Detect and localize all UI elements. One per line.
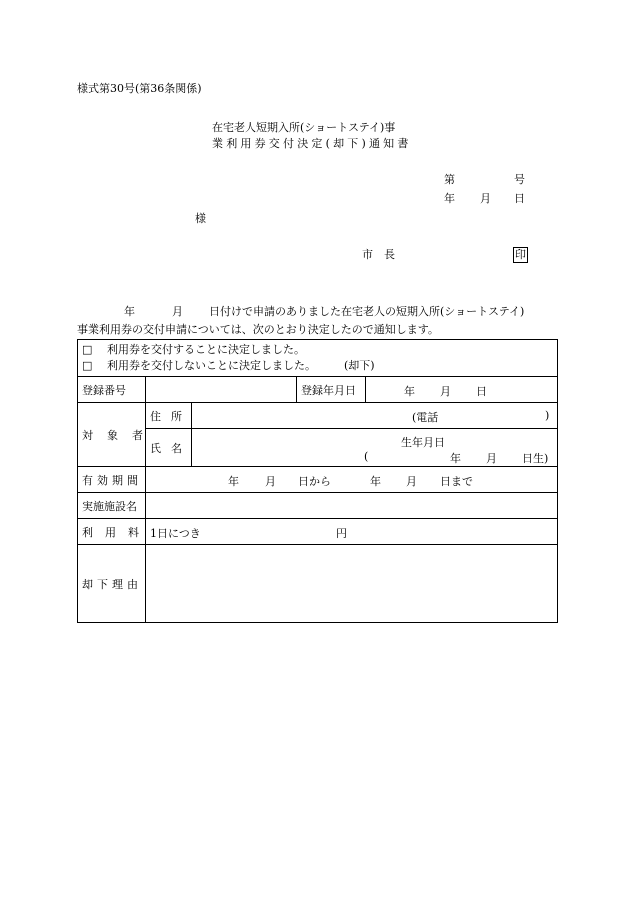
facility-row xyxy=(78,493,558,519)
fee-row xyxy=(78,519,558,545)
birth-open: ( xyxy=(364,449,369,463)
doc-date-year: 年 xyxy=(444,192,455,205)
option-reject-text: 利用券を交付しないことに決定しました。 xyxy=(107,359,316,372)
address-row xyxy=(78,403,558,429)
validity-year-1: 年 xyxy=(228,474,239,488)
birth-label: 生年月日 xyxy=(401,435,445,449)
birth-year: 年 xyxy=(450,451,461,465)
checkbox-grant[interactable]: □ xyxy=(82,343,93,356)
registration-number-label xyxy=(82,382,141,398)
fee-field[interactable] xyxy=(146,519,558,545)
validity-label: 有効期間 xyxy=(82,473,142,487)
phone-open: (電話 xyxy=(412,410,439,424)
rejection-label-cell xyxy=(78,545,146,623)
validity-year-2: 年 xyxy=(370,474,381,488)
name-label: 氏名 xyxy=(150,441,192,455)
birth-month: 月 xyxy=(486,451,497,465)
body-month: 月 xyxy=(172,305,183,318)
registration-number-field[interactable] xyxy=(146,377,297,403)
checkbox-reject[interactable]: □ xyxy=(82,359,93,372)
validity-field[interactable] xyxy=(146,467,558,493)
registration-row xyxy=(78,377,558,403)
address-label-cell xyxy=(146,403,192,429)
doc-number-suffix: 号 xyxy=(514,173,525,186)
subject-label: 対象者 xyxy=(82,428,157,442)
option-reject[interactable] xyxy=(82,358,553,374)
fee-per-day: 1日につき xyxy=(150,526,201,540)
validity-month-1: 月 xyxy=(265,474,276,488)
phone-close: ) xyxy=(545,408,550,422)
fee-label: 利用料 xyxy=(82,525,151,539)
body-line-2: 事業利用券の交付申請については、次のとおり決定したので通知します。 xyxy=(77,323,439,336)
registration-number-label-text: 登録番号 xyxy=(82,383,126,397)
validity-label-cell xyxy=(78,467,146,493)
form-number: 様式第30号(第36条関係) xyxy=(77,82,202,95)
decision-form-table xyxy=(77,339,558,623)
option-grant-text: 利用券を交付することに決定しました。 xyxy=(107,343,305,356)
facility-field[interactable] xyxy=(146,493,558,519)
registration-date-field[interactable] xyxy=(366,377,558,403)
registration-date-label: 登録年月日 xyxy=(297,377,366,403)
address-label: 住所 xyxy=(150,409,192,423)
rejection-label: 却下理由 xyxy=(82,577,142,591)
doc-date-day: 日 xyxy=(514,192,525,205)
fee-unit: 円 xyxy=(336,526,347,540)
subject-label-cell xyxy=(78,403,157,467)
validity-from: 日から xyxy=(298,474,331,488)
registration-number-label-cell xyxy=(78,377,146,403)
decision-options xyxy=(78,340,558,377)
name-field[interactable] xyxy=(192,429,558,467)
option-reject-note: (却下) xyxy=(344,359,375,372)
rejection-row xyxy=(78,545,558,623)
body-line-1: 日付けで申請のありました在宅老人の短期入所(ショートステイ) xyxy=(209,305,525,318)
option-grant[interactable] xyxy=(82,342,553,358)
validity-month-2: 月 xyxy=(406,474,417,488)
body-year: 年 xyxy=(124,305,135,318)
seal-stamp: 印 xyxy=(515,248,526,261)
fee-label-cell xyxy=(78,519,151,545)
validity-until: 日まで xyxy=(440,474,473,488)
registration-date-day: 日 xyxy=(476,384,487,398)
doc-date-month: 月 xyxy=(480,192,491,205)
decision-options-row xyxy=(78,340,558,377)
validity-row xyxy=(78,467,558,493)
rejection-reason-field[interactable] xyxy=(146,545,558,623)
birth-day-close: 日生) xyxy=(522,451,549,465)
registration-date-year: 年 xyxy=(404,384,415,398)
title-line-1: 在宅老人短期入所(ショートステイ)事 xyxy=(212,121,396,134)
recipient-honorific: 様 xyxy=(195,212,206,225)
facility-label: 実施施設名 xyxy=(78,493,146,519)
issuer-title: 市 長 xyxy=(362,248,395,261)
registration-date-month: 月 xyxy=(440,384,451,398)
address-field[interactable] xyxy=(192,403,558,429)
doc-number-prefix: 第 xyxy=(444,173,455,186)
title-line-2: 業利用券交付決定(却下)通知書 xyxy=(212,137,412,150)
